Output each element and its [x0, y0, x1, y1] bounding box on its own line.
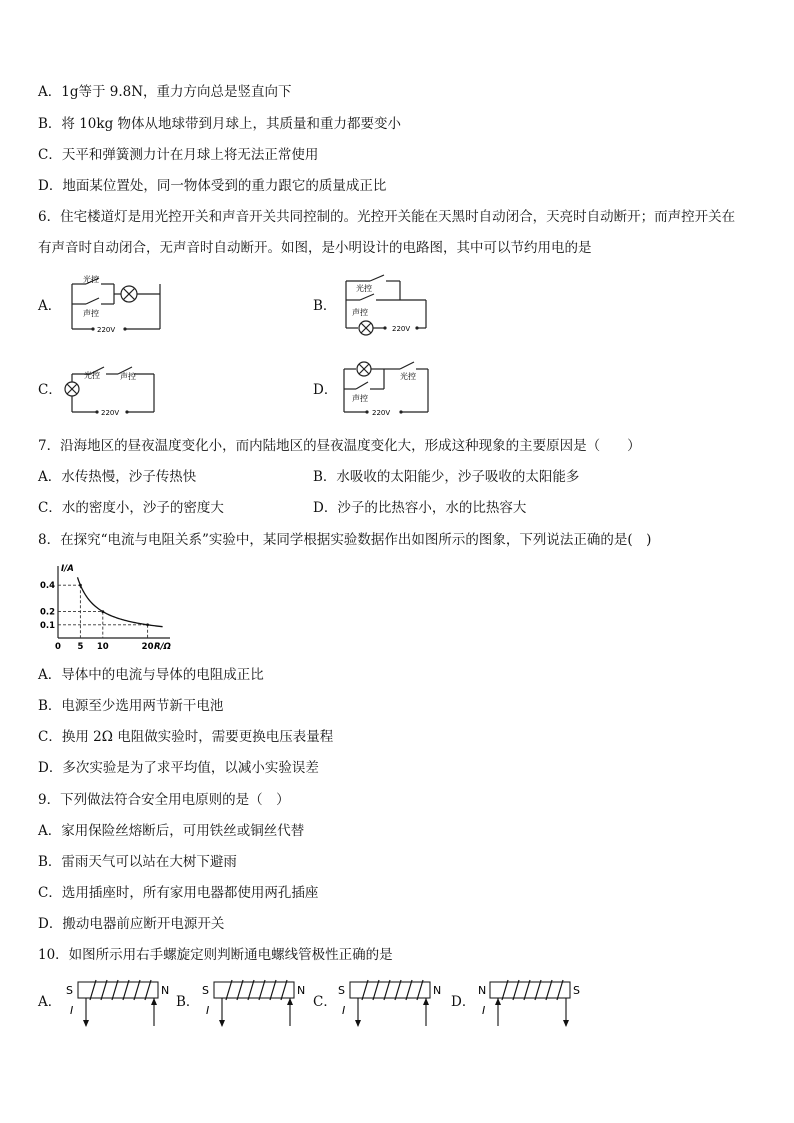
coil-winding — [145, 980, 151, 1000]
coil-winding — [535, 980, 541, 1000]
q7-option-a: A．水传热慢，沙子传热快 — [38, 469, 197, 485]
q5-option-b: B．将 10kg 物体从地球带到月球上，其质量和重力都要变小 — [38, 116, 402, 132]
y-axis-label: I/A — [61, 564, 74, 574]
solenoid-a — [62, 976, 174, 1032]
q8-option-d: D．多次实验是为了求平均值，以减小实验误差 — [38, 760, 319, 776]
coil-winding — [226, 980, 232, 1000]
circuit-a — [66, 272, 168, 338]
pole-label-left: S — [66, 984, 73, 997]
x-tick-label: 10 — [96, 642, 109, 652]
q9-option-c: C．选用插座时，所有家用电器都使用两孔插座 — [38, 885, 319, 901]
q9-option-d: D．搬动电器前应断开电源开关 — [38, 916, 225, 932]
q8-option-b: B．电源至少选用两节新干电池 — [38, 698, 224, 714]
q9-option-b: B．雷雨天气可以站在大树下避雨 — [38, 854, 237, 870]
pole-label-right: S — [573, 984, 580, 997]
coil-winding — [513, 980, 519, 1000]
coil-winding — [90, 980, 96, 1000]
data-point — [101, 610, 104, 613]
pole-label-left: S — [202, 984, 209, 997]
d-voltage-label: 220V — [372, 409, 391, 417]
q8-option-c: C．换用 2Ω 电阻做实验时，需要更换电压表量程 — [38, 729, 334, 745]
coil-winding — [417, 980, 423, 1000]
coil-winding — [546, 980, 552, 1000]
solenoid-d — [474, 976, 586, 1032]
coil-winding — [248, 980, 254, 1000]
q7-stem: 7．沿海地区的昼夜温度变化小，而内陆地区的昼夜温度变化大，形成这种现象的主要原因是（ ） — [38, 438, 641, 454]
a-light-switch-label: 光控 — [83, 275, 99, 284]
coil-winding — [395, 980, 401, 1000]
y-tick-label: 0.2 — [39, 607, 55, 618]
q8-option-a: A．导体中的电流与导体的电阻成正比 — [38, 667, 264, 683]
q9-stem: 9．下列做法符合安全用电原则的是（ ） — [38, 792, 290, 808]
current-symbol: I — [70, 1004, 74, 1017]
a-sound-switch-label: 声控 — [83, 309, 99, 318]
q10-stem: 10．如图所示用右手螺旋定则判断通电螺线管极性正确的是 — [38, 947, 393, 963]
current-arrow-up — [495, 998, 501, 1005]
current-symbol: I — [482, 1004, 486, 1017]
current-arrow-up — [423, 998, 429, 1005]
q7-option-c: C．水的密度小，沙子的密度大 — [38, 500, 224, 516]
a-voltage-label: 220V — [97, 326, 116, 334]
coil-winding — [384, 980, 390, 1000]
current-arrow-up — [287, 998, 293, 1005]
current-resistance-graph — [36, 562, 176, 654]
coil-winding — [406, 980, 412, 1000]
q6-label-b: B． — [313, 298, 337, 314]
q10-label-c: C． — [313, 994, 337, 1010]
current-symbol: I — [206, 1004, 210, 1017]
c-light-switch-label: 光控 — [84, 371, 100, 380]
solenoid-b — [198, 976, 310, 1032]
q6-stem-line2: 有声音时自动闭合，无声音时自动断开。如图，是小明设计的电路图，其中可以节约用电的是 — [38, 240, 592, 256]
pole-label-left: S — [338, 984, 345, 997]
q5-option-d: D．地面某位置处，同一物体受到的重力跟它的质量成正比 — [38, 178, 387, 194]
coil-winding — [112, 980, 118, 1000]
x-axis-label: R/Ω — [154, 642, 171, 652]
b-sound-switch-label: 声控 — [352, 308, 368, 317]
q6-stem-line1: 6．住宅楼道灯是用光控开关和声音开关共同控制的。光控开关能在天黑时自动闭合，天亮时自动断开；而声控开关在 — [38, 209, 736, 225]
coil-winding — [373, 980, 379, 1000]
b-voltage-label: 220V — [392, 325, 411, 333]
data-curve — [77, 577, 162, 626]
data-point — [79, 584, 82, 587]
current-arrow-down — [219, 1020, 225, 1027]
q6-label-a: A． — [38, 298, 62, 314]
coil-winding — [101, 980, 107, 1000]
coil-winding — [237, 980, 243, 1000]
current-arrow-down — [355, 1020, 361, 1027]
pole-label-right: N — [161, 984, 170, 997]
coil-winding — [270, 980, 276, 1000]
q9-option-a: A．家用保险丝熔断后，可用铁丝或铜丝代替 — [38, 823, 305, 839]
q7-option-d: D．沙子的比热容小，水的比热容大 — [313, 500, 527, 516]
current-arrow-up — [151, 998, 157, 1005]
q7-option-b: B．水吸收的太阳能少，沙子吸收的太阳能多 — [313, 469, 580, 485]
b-light-switch-label: 光控 — [356, 284, 372, 293]
q6-label-d: D． — [313, 382, 338, 398]
x-tick-label: 5 — [77, 642, 84, 652]
current-arrow-down — [83, 1020, 89, 1027]
current-symbol: I — [342, 1004, 346, 1017]
q10-label-b: B． — [176, 994, 200, 1010]
solenoid-c — [334, 976, 446, 1032]
circuit-b — [340, 272, 432, 338]
q5-option-a: A．1g等于 9.8N，重力方向总是竖直向下 — [38, 84, 292, 100]
coil-winding — [557, 980, 563, 1000]
coil-winding — [281, 980, 287, 1000]
x-tick-label: 0 — [55, 642, 61, 652]
current-arrow-down — [563, 1020, 569, 1027]
d-light-switch-label: 光控 — [400, 372, 416, 381]
pole-label-left: N — [478, 984, 487, 997]
coil-winding — [362, 980, 368, 1000]
y-tick-label: 0.1 — [39, 620, 55, 631]
x-tick-label: 20 — [141, 642, 154, 652]
coil-winding — [502, 980, 508, 1000]
coil-winding — [524, 980, 530, 1000]
circuit-d — [340, 355, 434, 421]
q8-stem: 8．在探究“电流与电阻关系”实验中，某同学根据实验数据作出如图所示的图象，下列说法正确的是( ) — [38, 532, 652, 548]
q6-label-c: C． — [38, 382, 62, 398]
coil-winding — [123, 980, 129, 1000]
coil-winding — [134, 980, 140, 1000]
pole-label-right: N — [433, 984, 442, 997]
q10-label-a: A． — [38, 994, 62, 1010]
d-sound-switch-label: 声控 — [352, 394, 368, 403]
c-sound-switch-label: 声控 — [120, 372, 136, 381]
c-voltage-label: 220V — [101, 409, 120, 417]
q5-option-c: C．天平和弹簧测力计在月球上将无法正常使用 — [38, 147, 319, 163]
data-point — [146, 623, 149, 626]
pole-label-right: N — [297, 984, 306, 997]
circuit-c — [62, 358, 160, 422]
q10-label-d: D． — [451, 994, 476, 1010]
y-tick-label: 0.4 — [39, 581, 55, 592]
coil-winding — [259, 980, 265, 1000]
